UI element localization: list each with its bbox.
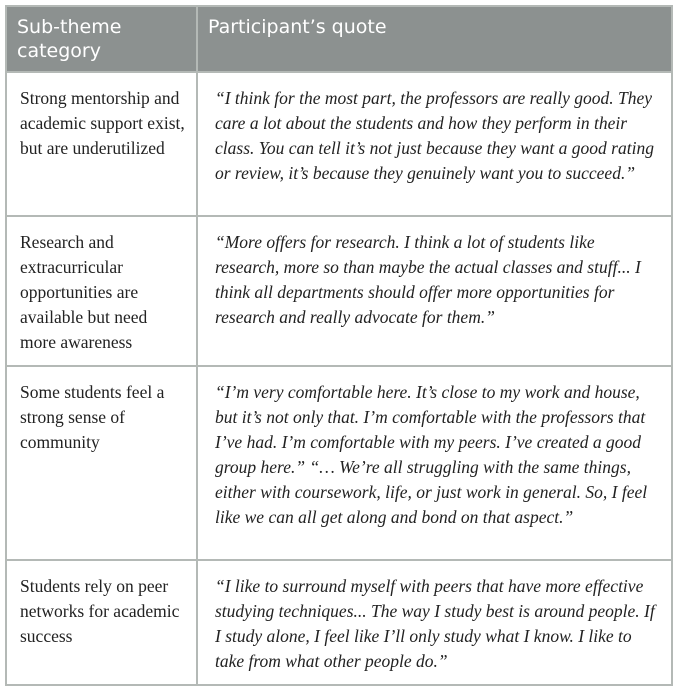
- quote-cell: “More offers for research. I think a lot of students like research, more so than maybe the actual classes and stuff... I think all departments should offer more opportunities for research and really advocate for them.”: [197, 216, 672, 366]
- header-sub-theme-category: Sub-theme category: [6, 6, 197, 72]
- category-cell: Students rely on peer networks for academic success: [6, 560, 197, 685]
- quote-cell: “I like to surround myself with peers that have more effective studying techniques... The way I study best is around people. If I study alone, I feel like I’ll only study what I know. I like to take from what other people do.”: [197, 560, 672, 685]
- table-header: [6, 6, 672, 72]
- table-row: [6, 72, 672, 216]
- quote-cell: “I think for the most part, the professors are really good. They care a lot about the students and how they perform in their class. You can tell it’s not just because they want a good rating or review, it’s because they genuinely want you to succeed.”: [197, 72, 672, 216]
- quote-cell: “I’m very comfortable here. It’s close to my work and house, but it’s not only that. I’m comfortable with the professors that I’ve had. I’m comfortable with my peers. I’ve created a good group here.” “… We’re all struggling with the same things, either with coursework, life, or just work in general. So, I feel like we can all get along and bond on that aspect.”: [197, 366, 672, 560]
- quotes-table: [5, 5, 673, 686]
- category-cell: Strong mentorship and academic support exist, but are underutilized: [6, 72, 197, 216]
- table-body: [6, 72, 672, 685]
- category-cell: Research and extracurricular opportunities are available but need more awareness: [6, 216, 197, 366]
- table-row: [6, 216, 672, 366]
- header-participant-quote: Participant’s quote: [197, 6, 672, 72]
- table-row: [6, 366, 672, 560]
- header-row: [6, 6, 672, 72]
- table-row: [6, 560, 672, 685]
- category-cell: Some students feel a strong sense of community: [6, 366, 197, 560]
